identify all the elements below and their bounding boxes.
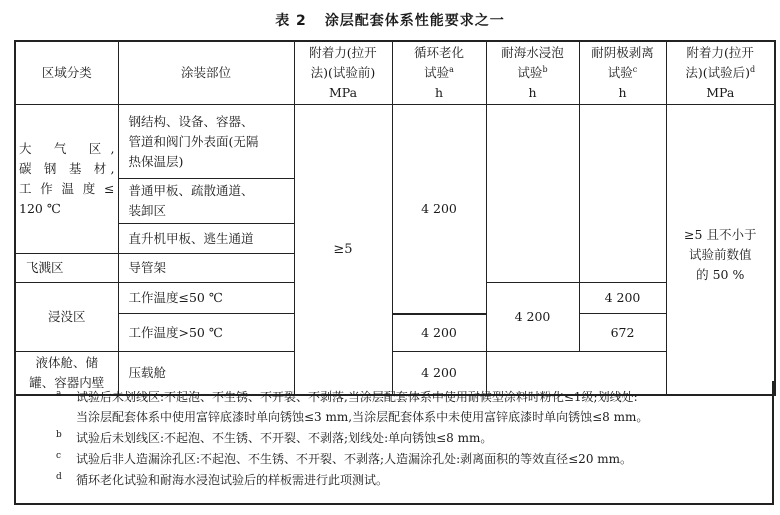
header-area: 区域分类 <box>15 41 118 105</box>
area-line: 120 ℃ <box>19 201 61 216</box>
footnote-mark: c <box>632 64 638 74</box>
header-row <box>15 41 775 105</box>
table-row <box>15 314 775 352</box>
seawater-na <box>486 105 579 283</box>
header-cathodic <box>579 41 666 105</box>
part-steel-structures <box>118 105 294 179</box>
footnote-mark: d <box>56 472 62 482</box>
adhesion-after-value <box>666 105 775 396</box>
header-line: 循环老化 <box>413 45 464 60</box>
footnote-d <box>16 470 772 490</box>
footnote-mark: d <box>750 64 756 74</box>
header-seawater <box>486 41 579 105</box>
value-line: ≥5 且不小于 <box>684 227 757 242</box>
part-line: 钢结构、设备、容器、 <box>128 113 254 129</box>
header-line: 试验$^a$ <box>424 64 454 80</box>
header-line: h <box>434 85 444 100</box>
footnote-mark: b <box>56 430 62 440</box>
value-line: 的 50 % <box>696 267 745 282</box>
area-line: 大 气 区, <box>19 141 115 156</box>
header-line: h <box>618 85 627 100</box>
header-line: MPa <box>706 85 735 100</box>
seawater-value: 4 200 <box>486 283 579 352</box>
area-line: 工 作 温 度 ≤ <box>19 181 115 196</box>
part-line: 管道和阀门外表面(无隔 <box>128 133 259 149</box>
table-caption: 涂层配套体系性能要求之一 <box>324 13 505 29</box>
part-deck <box>118 179 294 224</box>
adhesion-before-value: ≥5 <box>294 105 392 396</box>
cathodic-value-a: 4 200 <box>579 283 666 314</box>
header-line: 耐海水浸泡 <box>501 45 564 60</box>
header-line: 法)(试验前) <box>310 65 376 80</box>
cathodic-value-b: 672 <box>579 314 666 352</box>
header-adhesion-after <box>666 41 775 105</box>
part-temp-high: 工作温度>50 ℃ <box>118 314 294 352</box>
performance-table <box>14 40 776 396</box>
footnotes <box>14 381 774 505</box>
area-atmospheric <box>15 105 118 254</box>
header-line: 附着力(拉开 <box>309 45 377 60</box>
table-row <box>15 105 775 179</box>
cyclic-value-tank-display: 4 200 <box>393 314 486 351</box>
part-line: 普通甲板、疏散通道、 <box>128 183 254 198</box>
footnote-b <box>16 428 772 448</box>
footnote-line: 试验后未划线区:不起泡、不生锈、不开裂、不剥落,当涂层配套体系中使用耐候型涂料时粉化≤1级;划线处: <box>76 390 638 404</box>
area-line: 碳 钢 基 材, <box>19 161 115 176</box>
table-number: 表 2 <box>275 13 307 29</box>
value-line: 试验前数值 <box>688 247 752 262</box>
footnote-mark: c <box>56 451 62 461</box>
header-part: 涂装部位 <box>118 41 294 105</box>
cathodic-na <box>579 105 666 283</box>
table-title <box>0 10 780 30</box>
cyclic-na <box>392 314 486 352</box>
header-adhesion-before <box>294 41 392 105</box>
area-line: 液体舱、储 <box>35 355 98 370</box>
header-line: 法)(试验后)$^d$ <box>685 64 756 80</box>
part-ballast: 压载舱 <box>118 352 294 396</box>
cathodic-value-tank: 4 200 <box>392 352 486 396</box>
part-helideck: 直升机甲板、逃生通道 <box>118 224 294 254</box>
header-line: MPa <box>328 85 358 100</box>
cyclic-aging-value: 4 200 <box>392 105 486 314</box>
footnote-mark: b <box>542 64 548 74</box>
area-splash: 飞溅区 <box>15 254 118 283</box>
footnote-line: 循环老化试验和耐海水浸泡试验后的样板需进行此项测试。 <box>76 473 389 487</box>
header-line: 试验$^b$ <box>517 64 548 80</box>
part-jacket: 导管架 <box>118 254 294 283</box>
footnote-c <box>16 449 772 469</box>
header-line: 耐阴极剥离 <box>591 45 654 60</box>
part-line: 热保温层) <box>128 153 184 169</box>
footnote-mark: a <box>449 64 454 74</box>
footnote-line: 当涂层配套体系中使用富锌底漆时单向锈蚀≤3 mm,当涂层配套体系中未使用富锌底漆时单向锈蚀≤8 mm。 <box>76 410 649 424</box>
footnote-line: 试验后未划线区:不起泡、不生锈、不开裂、不剥落;划线处:单向锈蚀≤8 mm。 <box>76 431 493 445</box>
area-immersion: 浸没区 <box>15 283 118 352</box>
area-line: 罐、容器内壁 <box>29 375 105 390</box>
header-line: 试验$^c$ <box>607 64 638 80</box>
footnote-mark: a <box>56 389 62 399</box>
part-line: 装卸区 <box>128 203 167 218</box>
footnote-a <box>16 387 772 427</box>
footnote-line: 试验后非人造漏涂孔区:不起泡、不生锈、不开裂、不剥落;人造漏涂孔处:剥离面积的等效直径≤20 mm。 <box>76 452 633 466</box>
part-temp-low: 工作温度≤50 ℃ <box>118 283 294 314</box>
header-line: 附着力(拉开 <box>686 45 754 60</box>
header-line: h <box>528 85 537 100</box>
header-cyclic-aging <box>392 41 486 105</box>
